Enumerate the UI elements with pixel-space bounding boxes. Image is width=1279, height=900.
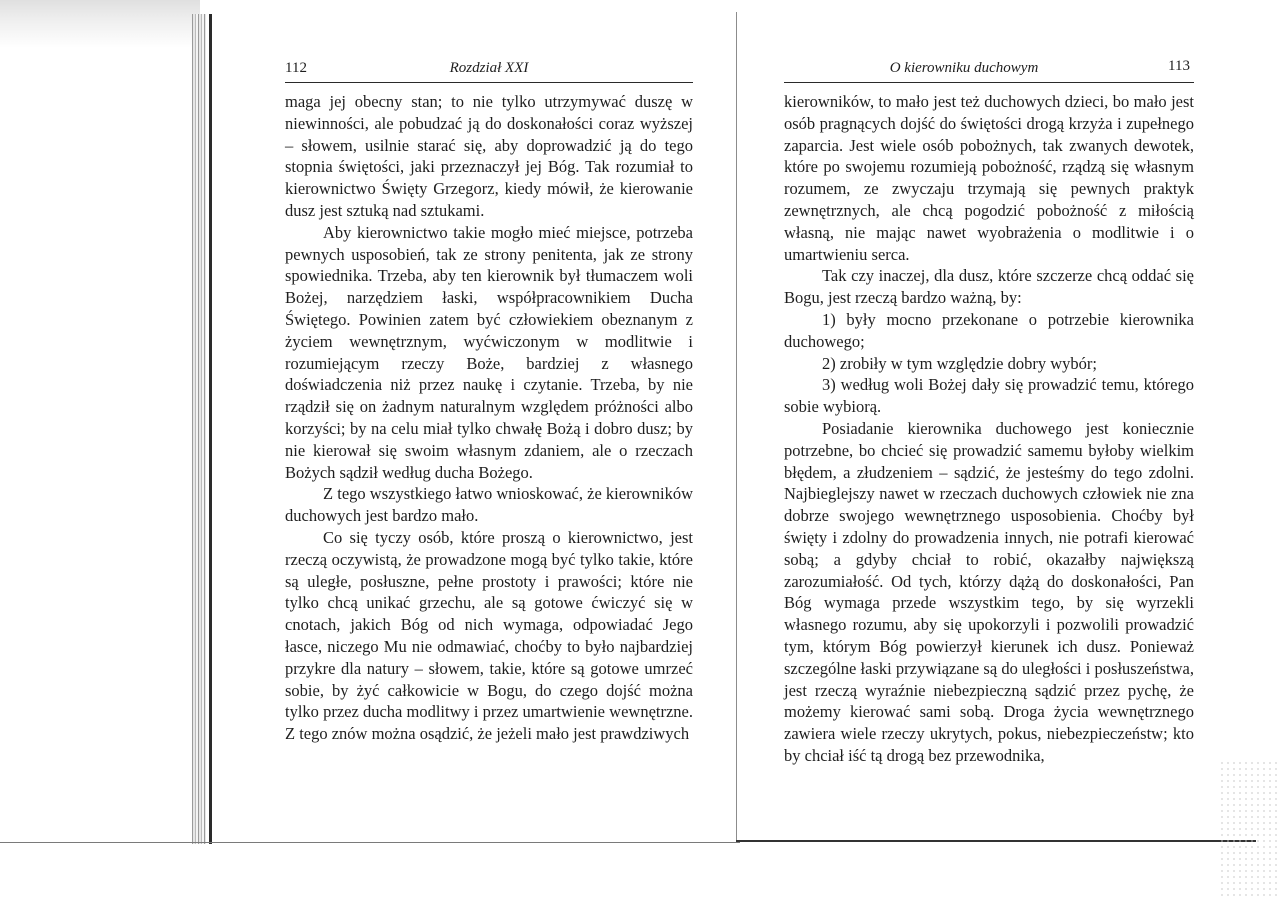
paragraph: Tak czy inaczej, dla dusz, które szczerze chcą oddać się Bogu, jest rzeczą bardzo ważną, by: [784,266,1194,308]
paragraph: Aby kierownictwo takie mogło mieć miejsce, potrzeba pewnych usposobień, tak ze strony penitenta, jak ze strony spowiednika. Trzeba, aby ten kierownik był tłumaczem woli Bożej, narzędziem łaski, współpracownikiem Ducha Świętego. Powinien zatem być człowiekiem obeznanym z życiem wewnętrznym, wyćwiczonym w modlitwie i rozumiejącym rzeczy Boże, bardziej z własnego doświadczenia niż przez naukę i czytanie. Trzeba, by nie rządził się on żadnym naturalnym względem próżności albo korzyści; by na celu miał tylko chwałę Bożą i dobro dusz; by nie kierował się swoim własnym zdaniem, ale o rzeczach Bożych sądził według ducha Bożego. [285,222,693,482]
left-running-header [285,56,693,83]
scan-noise [1219,760,1279,900]
right-running-header [784,56,1194,83]
scan-shadow [0,0,200,48]
right-page-number: 113 [1168,58,1190,74]
paragraph: maga jej obecny stan; to nie tylko utrzymywać duszę w niewinności, ale pobudzać ją do doskonałości coraz wyższej – słowem, usilnie starać się, aby doprowadzić ją do tego stopnia świętości, jaki przeznaczył jej Bóg. Tak rozumiał to kierownictwo Święty Grzegorz, kiedy mówił, że kierowanie dusz jest sztuką nad sztukami. [285,92,693,220]
paragraph: Posiadanie kierownika duchowego jest koniecznie potrzebne, bo chcieć się prowadzić samemu byłoby wielkim błędem, a złudzeniem – sądzić, że jesteśmy do tego zdolni. Najbieglejszy nawet w rzeczach duchowych człowiek nie zna dobrze swojego wewnętrznego usposobienia. Choćby był święty i zdolny do prowadzenia innych, nie potrafi kierować sobą; a gdyby chciał to robić, okazałby największą zarozumiałość. Od tych, którzy dążą do doskonałości, Pan Bóg wymaga przede wszystkim tego, by się wyrzekli własnego rozumu, aby się upokorzyli i pozwolili prowadzić tym, którym Bóg powierzył kierunek ich dusz. Ponieważ szczególne łaski przywiązane są do uległości i posłuszeństwa, jest rzeczą wyraźnie niebezpieczną sądzić przez pychę, że możemy kierować sami sobą. Droga życia wewnętrznego zawiera wiele rzeczy ukrytych, pokus, niebezpieczeństw; kto by chciał iść tą drogą bez przewodnika, [784,418,1194,765]
paragraph: Z tego wszystkiego łatwo wnioskować, że kierowników duchowych jest bardzo mało. [285,484,693,526]
list-item: 1) były mocno przekonane o potrzebie kierownika duchowego; [784,309,1194,351]
left-page-number: 112 [285,60,307,76]
paragraph: Co się tyczy osób, które proszą o kierownictwo, jest rzeczą oczywistą, że prowadzone mogą być tylko takie, które są uległe, posłuszne, pełne prostoty i prawości; które nie tylko chcą unikać grzechu, ale są gotowe ćwiczyć się w cnotach, jakich Bóg od nich wymaga, odpowiadać Jego łasce, niczego Mu nie odmawiać, choćby to było najbardziej przykre dla natury – słowem, takie, które są gotowe umrzeć sobie, by żyć całkowicie w Bogu, do czego dojść można tylko przez ducha modlitwy i przez umartwienie wewnętrzne. Z tego znów można osądzić, że jeżeli mało jest prawdziwych [285,527,693,744]
left-page [285,56,693,745]
list-item: 3) według woli Bożej dały się prowadzić temu, którego sobie wybiorą. [784,375,1194,417]
paragraph: kierowników, to mało jest też duchowych dzieci, bo mało jest osób pragnących dojść do świętości drogą krzyża i zupełnego zaparcia. Jest wiele osób pobożnych, tak zwanych dewotek, które po swojemu rozumieją pobożność, rządzą się własnym rozumem, ze zwyczaju trzymają się pewnych praktyk zewnętrznych, ale chcą pogodzić pobożność z miłością własną, nie mając nawet wyobrażenia o modlitwie i o umartwieniu serca. [784,92,1194,264]
right-page-body [784,91,1194,767]
list-item: 2) zrobiły w tym względzie dobry wybór; [822,353,1097,373]
right-running-title: O kierowniku duchowym [889,60,1039,76]
book-binding-edge [192,14,206,844]
left-running-title: Rozdział XXI [449,60,529,76]
left-page-body [285,91,693,745]
page-bottom-edge [0,842,740,843]
book-gutter [736,12,737,842]
page-bottom-edge-right [736,840,1256,842]
right-page [784,56,1194,767]
